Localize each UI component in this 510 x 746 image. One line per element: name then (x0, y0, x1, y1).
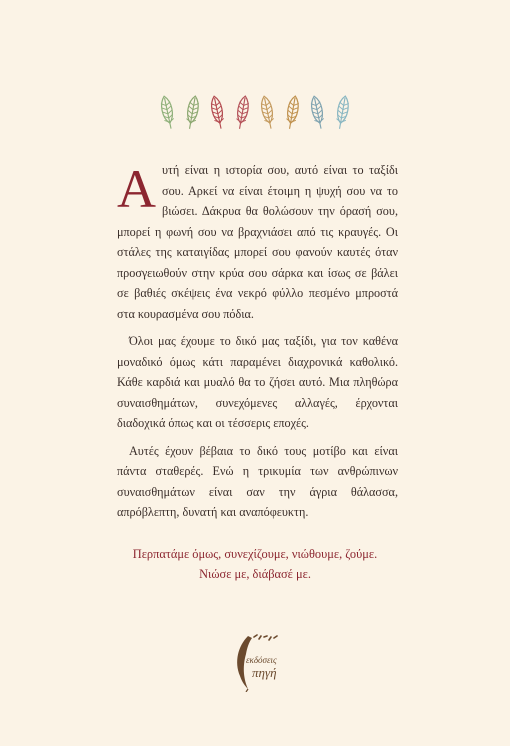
publisher-name-line-2: πηγή (252, 665, 277, 680)
paragraph-3: Αυτές έχουν βέβαια το δικό τους μοτίβο και είναι πάντα σταθερές. Ενώ η τρικυμία των ανθρώπινων συναισθημάτων είναι σαν την άγρια θάλασσα, απρόβλεπτη, δυνατή και αναπόφευκτη. (117, 443, 398, 519)
closing-line-1: Περπατάμε όμως, συνεχίζουμε, νιώθουμε, ζούμε. (132, 547, 378, 561)
back-cover-text (117, 160, 398, 530)
leaf-icon (258, 94, 277, 130)
paragraph-1-text: υτή είναι η ιστορία σου, αυτό είναι το ταξίδι σου. Αρκεί να είναι έτοιμη η ψυχή σου να το βιώσει. Δάκρυα θα θολώσουν την όρασή σου, μπορεί η φωνή σου να βραχνιάσει από τις κραυγές. Οι στάλες της καταιγίδας μπορεί σου φανούν καυτές όταν προσγειωθούν στην κρύα σου σάρκα και ίσως σε βάλει σε βαθιές σκέψεις ένα νεκρό φύλλο πεσμένο μπροστά στα κουρασμένα σου πόδια. (117, 163, 398, 321)
leaf-icon (308, 94, 327, 130)
leaf-icon (183, 94, 202, 130)
drop-cap: Α (117, 159, 156, 219)
leaf-icon (208, 94, 227, 130)
closing-lines (0, 544, 510, 584)
closing-line-2: Νιώσε με, διάβασέ με. (199, 567, 311, 581)
paragraph-2: Όλοι μας έχουμε το δικό μας ταξίδι, για τον καθένα μοναδικό όμως κάτι παραμένει διαχρονικά καθολικό. Κάθε καρδιά και μυαλό θα το ζήσει αυτό. Μια πληθώρα συναισθημάτων, συνεχόμενες αλλαγές, έρχονται διαδοχικά όπως και οι τέσσερις εποχές. (117, 334, 398, 430)
paragraph-1 (117, 160, 398, 324)
leaf-icon (158, 94, 177, 130)
publisher-logo (224, 632, 294, 692)
leaf-icon (333, 94, 352, 130)
leaf-icon (283, 94, 302, 130)
leaf-ornament-row (0, 94, 510, 134)
publisher-name-line-1: εκδόσεις (246, 655, 277, 665)
leaf-icon (233, 94, 252, 130)
